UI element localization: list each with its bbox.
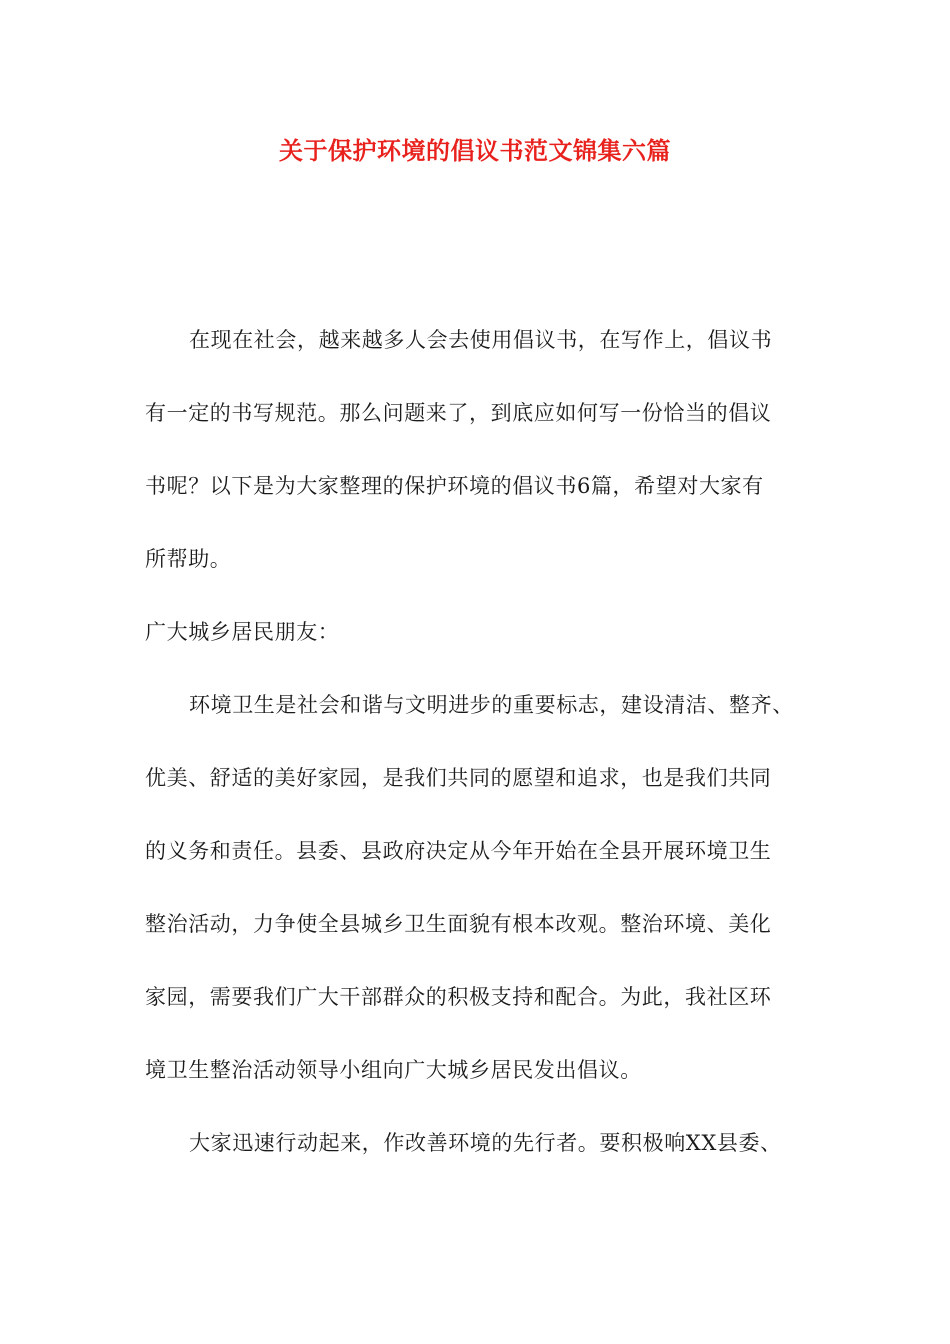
- body-line: 境卫生整治活动领导小组向广大城乡居民发出倡议。: [145, 1058, 642, 1082]
- document-title: 关于保护环境的倡议书范文锦集六篇: [279, 136, 671, 165]
- body-line: 书呢？以下是为大家整理的保护环境的倡议书6篇，希望对大家有: [145, 474, 764, 498]
- body-line: 大家迅速行动起来，作改善环境的先行者。要积极响XX县委、: [189, 1131, 782, 1155]
- body-line: 的义务和责任。县委、县政府决定从今年开始在全县开展环境卫生: [145, 839, 772, 863]
- body-line: 在现在社会，越来越多人会去使用倡议书，在写作上，倡议书: [189, 328, 773, 352]
- salutation: 广大城乡居民朋友：: [145, 620, 340, 644]
- body-line: 优美、舒适的美好家园，是我们共同的愿望和追求，也是我们共同: [145, 766, 772, 790]
- document-body: [145, 322, 820, 1198]
- body-line: 整治活动，力争使全县城乡卫生面貌有根本改观。整治环境、美化: [145, 912, 772, 936]
- body-line: 家园，需要我们广大干部群众的积极支持和配合。为此，我社区环: [145, 985, 772, 1009]
- body-line: 所帮助。: [145, 547, 232, 571]
- body-line: 环境卫生是社会和谐与文明进步的重要标志，建设清洁、整齐、: [189, 693, 794, 717]
- body-line: 有一定的书写规范。那么问题来了，到底应如何写一份恰当的倡议: [145, 401, 772, 425]
